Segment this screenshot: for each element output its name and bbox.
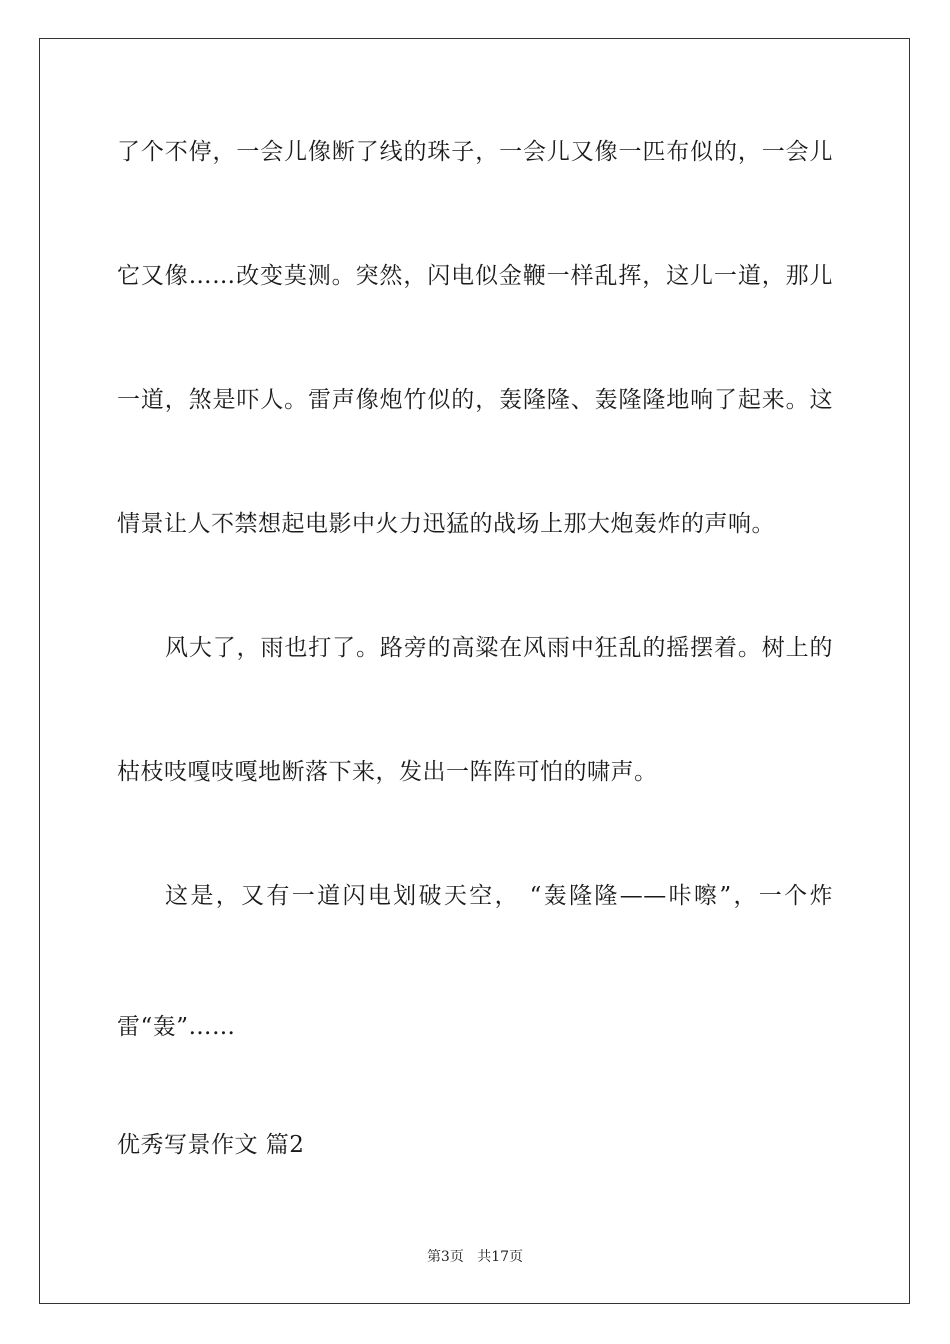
- text-line-4: 情景让人不禁想起电影中火力迅猛的战场上那大炮轰炸的声响。: [117, 511, 775, 537]
- section-heading: 优秀写景作文 篇2: [117, 1132, 305, 1158]
- text-line-5: 风大了，雨也打了。路旁的高粱在风雨中狂乱的摇摆着。树上的: [165, 635, 833, 661]
- text-line-2: 它又像……改变莫测。突然，闪电似金鞭一样乱挥，这儿一道，那儿: [117, 263, 833, 289]
- text-line-3: 一道，煞是吓人。雷声像炮竹似的，轰隆隆、轰隆隆地响了起来。这: [117, 387, 833, 413]
- page-total: 共17页: [477, 1249, 524, 1265]
- page-footer: [0, 1248, 950, 1266]
- text-line-8: 雷“轰”……: [117, 1014, 236, 1040]
- page-number: 第3页: [426, 1249, 464, 1265]
- text-line-6: 枯枝吱嘎吱嘎地断落下来，发出一阵阵可怕的啸声。: [117, 759, 658, 785]
- page-border: [39, 38, 910, 1304]
- text-line-7: 这是，又有一道闪电划破天空， “轰隆隆——咔嚓”，一个炸: [165, 883, 833, 909]
- text-line-1: 了个不停，一会儿像断了线的珠子，一会儿又像一匹布似的，一会儿: [117, 139, 833, 165]
